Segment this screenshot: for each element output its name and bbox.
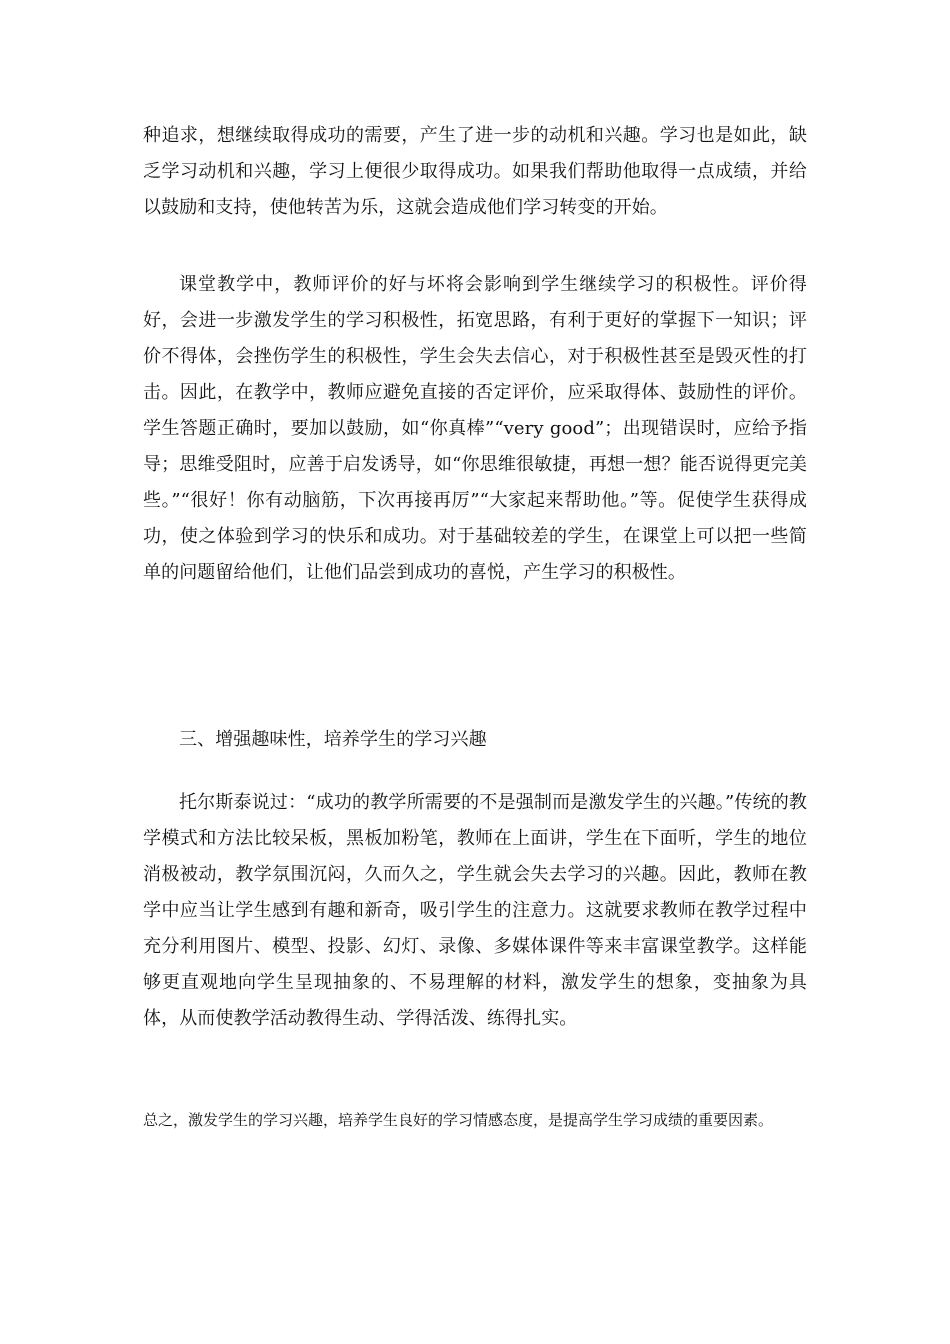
paragraph-continuation: 种追求，想继续取得成功的需要，产生了进一步的动机和兴趣。学习也是如此，缺乏学习动机和兴趣，学习上便很少取得成功。如果我们帮助他取得一点成绩，并给以鼓励和支持，使他转苦为乐，这就会造成他们学习转变的开始。 — [143, 125, 807, 218]
section-heading: 三、增强趣味性，培养学生的学习兴趣 — [179, 729, 487, 750]
paragraph-interest: 托尔斯泰说过：“成功的教学所需要的不是强制而是激发学生的兴趣。”传统的教学模式和方法比较呆板，黑板加粉笔，教师在上面讲，学生在下面听，学生的地位消极被动，教学氛围沉闷，久而久之，学生就会失去学习的兴趣。因此，教师在教学中应当让学生感到有趣和新奇，吸引学生的注意力。这就要求教师在教学过程中充分利用图片、模型、投影、幻灯、录像、多媒体课件等来丰富课堂教学。这样能够更直观地向学生呈现抽象的、不易理解的材料，激发学生的想象，变抽象为具体，从而使教学活动教得生动、学得活泼、练得扎实。 — [143, 792, 807, 1029]
summary-paragraph: 总之，激发学生的学习兴趣，培养学生良好的学习情感态度，是提高学生学习成绩的重要因素。 — [143, 1111, 774, 1129]
paragraph-teacher-evaluation: 课堂教学中，教师评价的好与坏将会影响到学生继续学习的积极性。评价得好，会进一步激发学生的学习积极性，拓宽思路，有利于更好的掌握下一知识；评价不得体，会挫伤学生的积极性，学生会失去信心，对于积极性甚至是毁灭性的打击。因此，在教学中，教师应避免直接的否定评价，应采取得体、鼓励性的评价。学生答题正确时，要加以鼓励，如“你真棒”“very good”；出现错误时，应给予指导；思维受阻时，应善于启发诱导，如“你思维很敏捷，再想一想？能否说得更完美些。”“很好！你有动脑筋，下次再接再厉”“大家起来帮助他。”等。促使学生获得成功，使之体验到学习的快乐和成功。对于基础较差的学生，在课堂上可以把一些简单的问题留给他们，让他们品尝到成功的喜悦，产生学习的积极性。 — [143, 274, 807, 583]
